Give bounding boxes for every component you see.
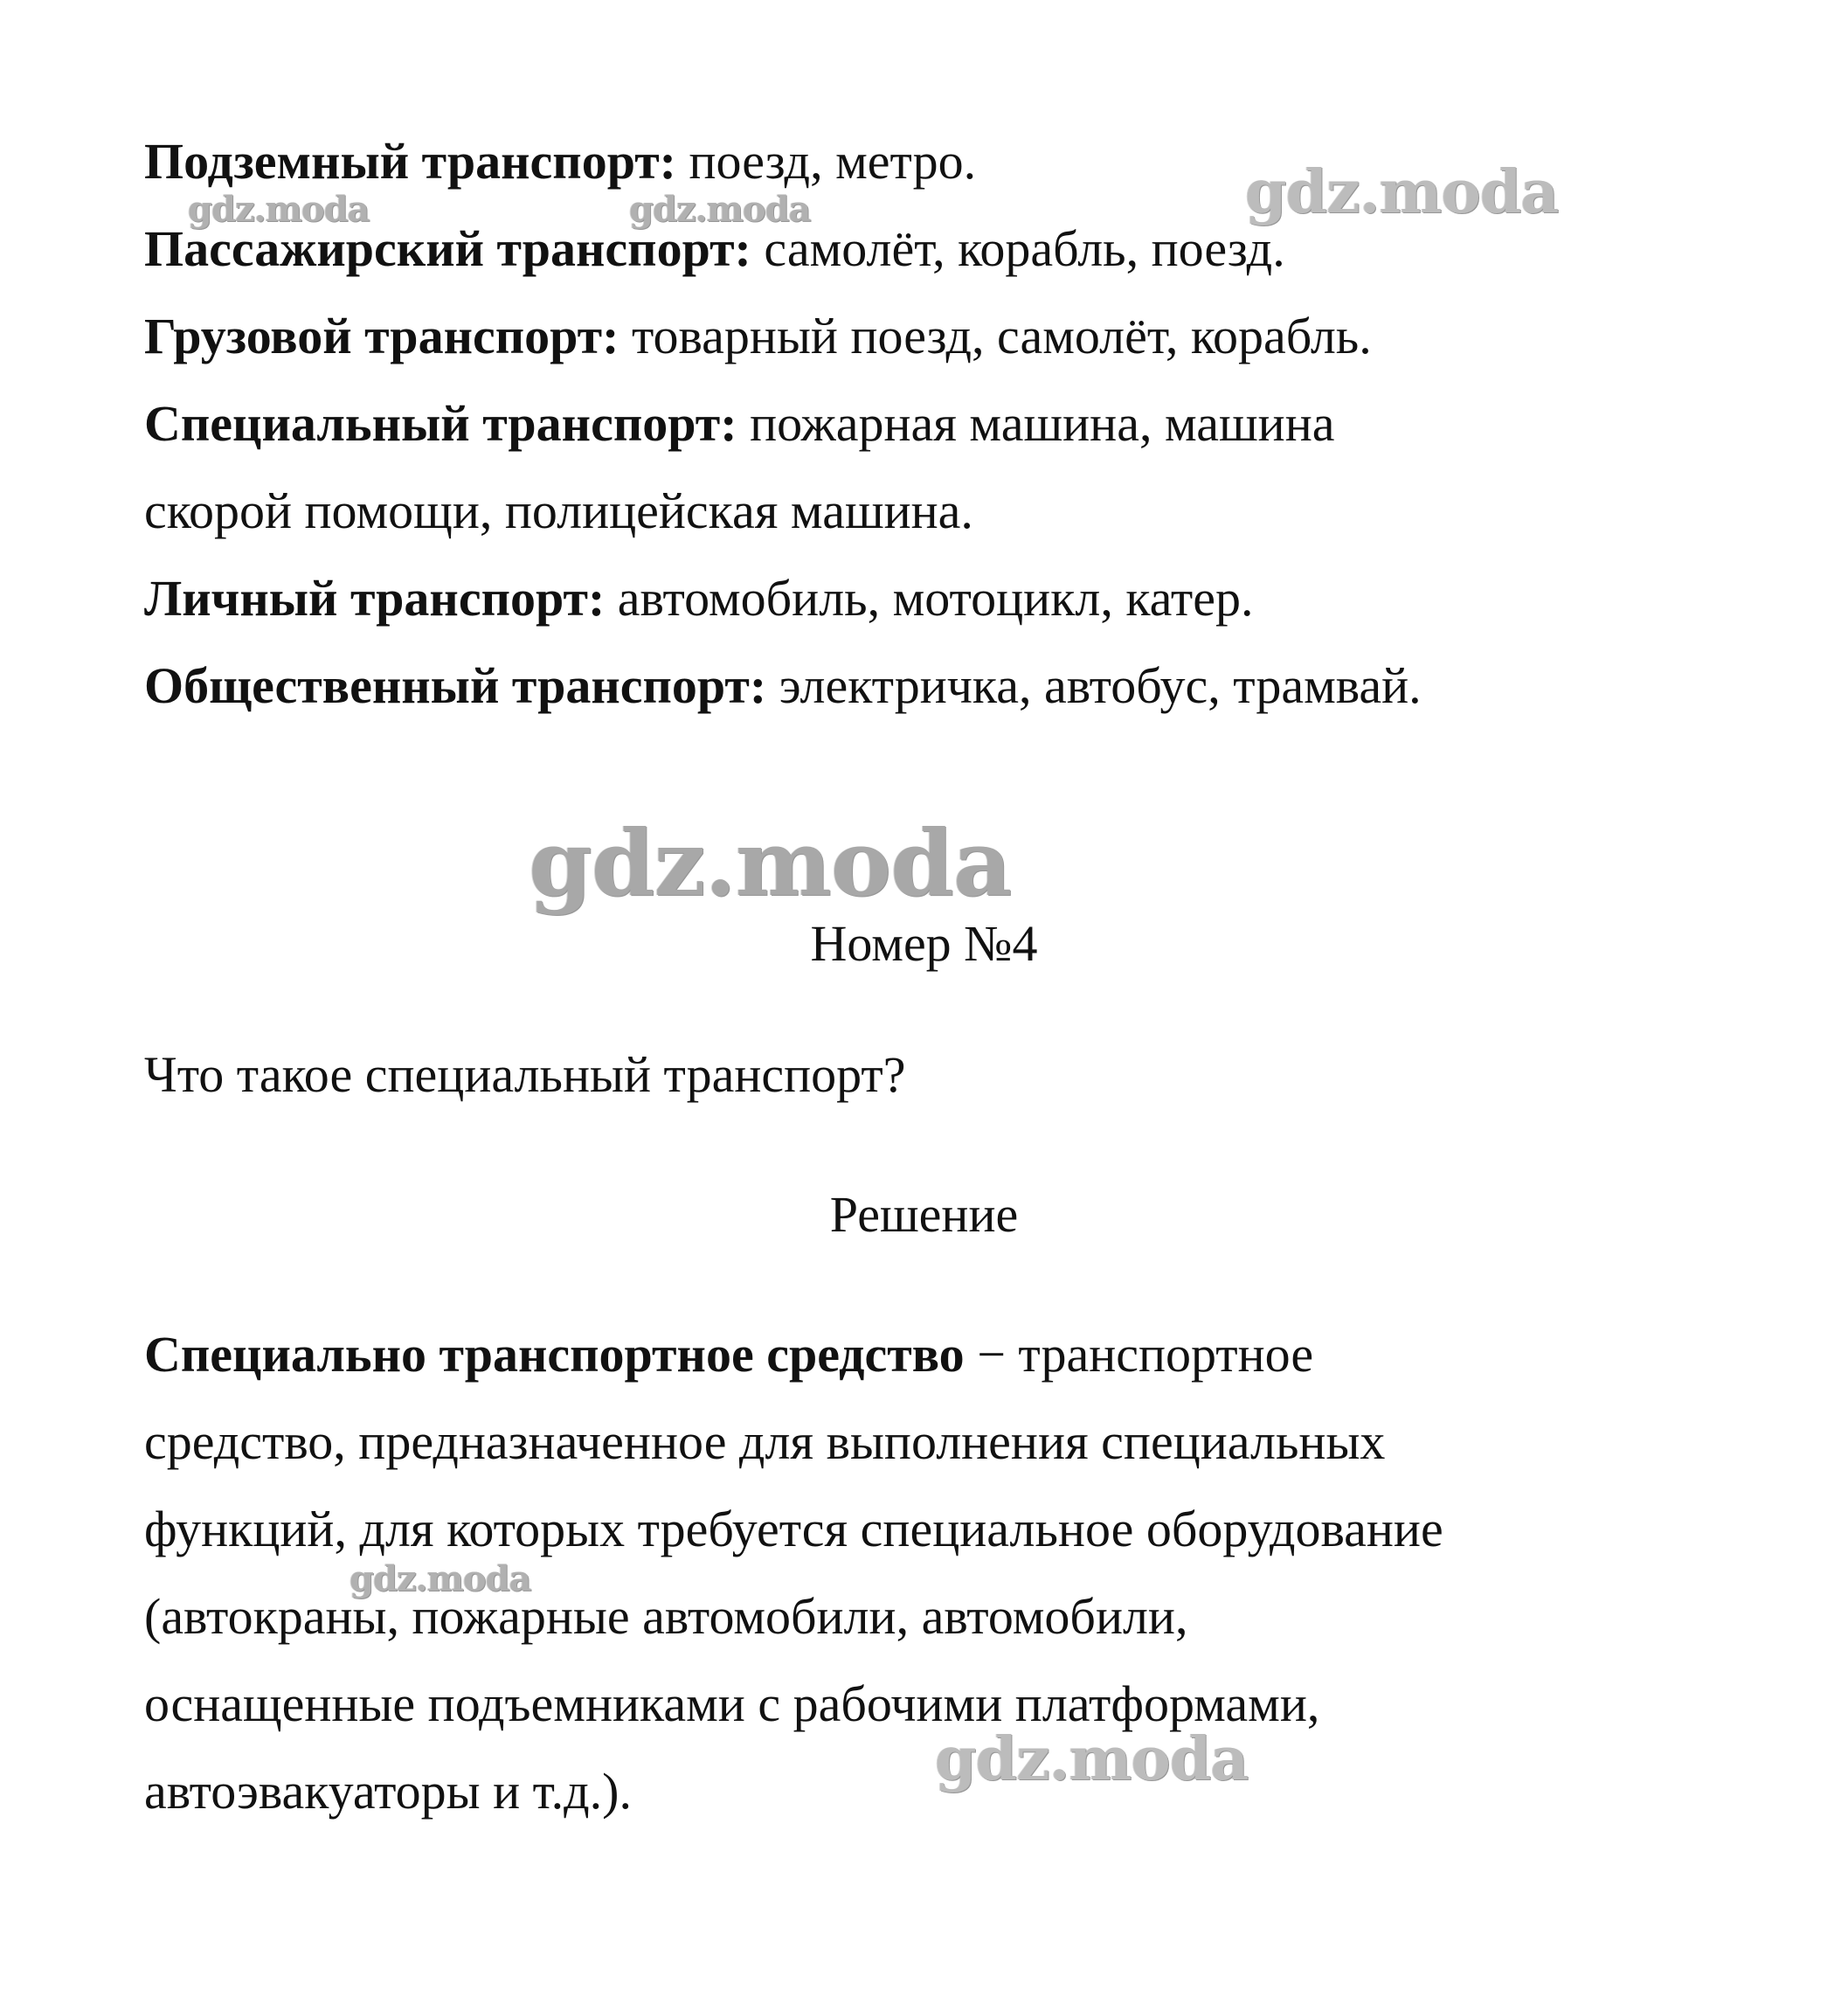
answer-line: средство, предназначенное для выполнения специальных bbox=[144, 1413, 1386, 1470]
watermark-logo: gdz.moda bbox=[188, 189, 370, 230]
category-special bbox=[144, 393, 1335, 454]
category-text: автомобиль, мотоцикл, катер. bbox=[605, 570, 1254, 627]
category-underground bbox=[144, 131, 976, 192]
task-number: Номер №4 bbox=[810, 915, 1038, 972]
category-special-continuation: скорой помощи, полицейская машина. bbox=[144, 482, 973, 539]
category-label: Общественный транспорт: bbox=[144, 657, 767, 714]
category-label: Специальный транспорт: bbox=[144, 395, 737, 452]
watermark-logo: gdz.moda bbox=[1245, 157, 1559, 227]
watermark-logo: gdz.moda bbox=[629, 189, 811, 230]
category-label: Грузовой транспорт: bbox=[144, 308, 619, 364]
category-text: товарный поезд, самолёт, корабль. bbox=[619, 308, 1372, 364]
watermark-logo: gdz.moda bbox=[350, 1558, 531, 1599]
solution-heading: Решение bbox=[829, 1186, 1019, 1243]
answer-term: Специально транспортное средство bbox=[144, 1326, 965, 1383]
category-text: пожарная машина, машина bbox=[737, 395, 1335, 452]
answer-line: автоэвакуаторы и т.д.). bbox=[144, 1763, 632, 1820]
category-text: поезд, метро. bbox=[676, 133, 977, 190]
category-cargo bbox=[144, 306, 1372, 367]
category-text: самолёт, корабль, поезд. bbox=[751, 220, 1285, 277]
answer-line: функций, для которых требуется специальное оборудование bbox=[144, 1501, 1443, 1557]
watermark-logo: gdz.moda bbox=[935, 1724, 1249, 1794]
answer-first-line bbox=[144, 1324, 1313, 1385]
answer-line: оснащенные подъемниками с рабочими платформами, bbox=[144, 1675, 1320, 1732]
watermark-logo: gdz.moda bbox=[529, 809, 1012, 917]
category-text: электричка, автобус, трамвай. bbox=[766, 657, 1422, 714]
category-label: Личный транспорт: bbox=[144, 570, 606, 627]
answer-first-line-rest: − транспортное bbox=[964, 1326, 1314, 1383]
category-public bbox=[144, 655, 1422, 717]
category-label: Пассажирский транспорт: bbox=[144, 220, 751, 277]
category-label: Подземный транспорт: bbox=[144, 133, 676, 190]
task-question: Что такое специальный транспорт? bbox=[144, 1046, 906, 1103]
category-personal bbox=[144, 568, 1253, 629]
answer-line: (автокраны, пожарные автомобили, автомобили, bbox=[144, 1588, 1188, 1645]
